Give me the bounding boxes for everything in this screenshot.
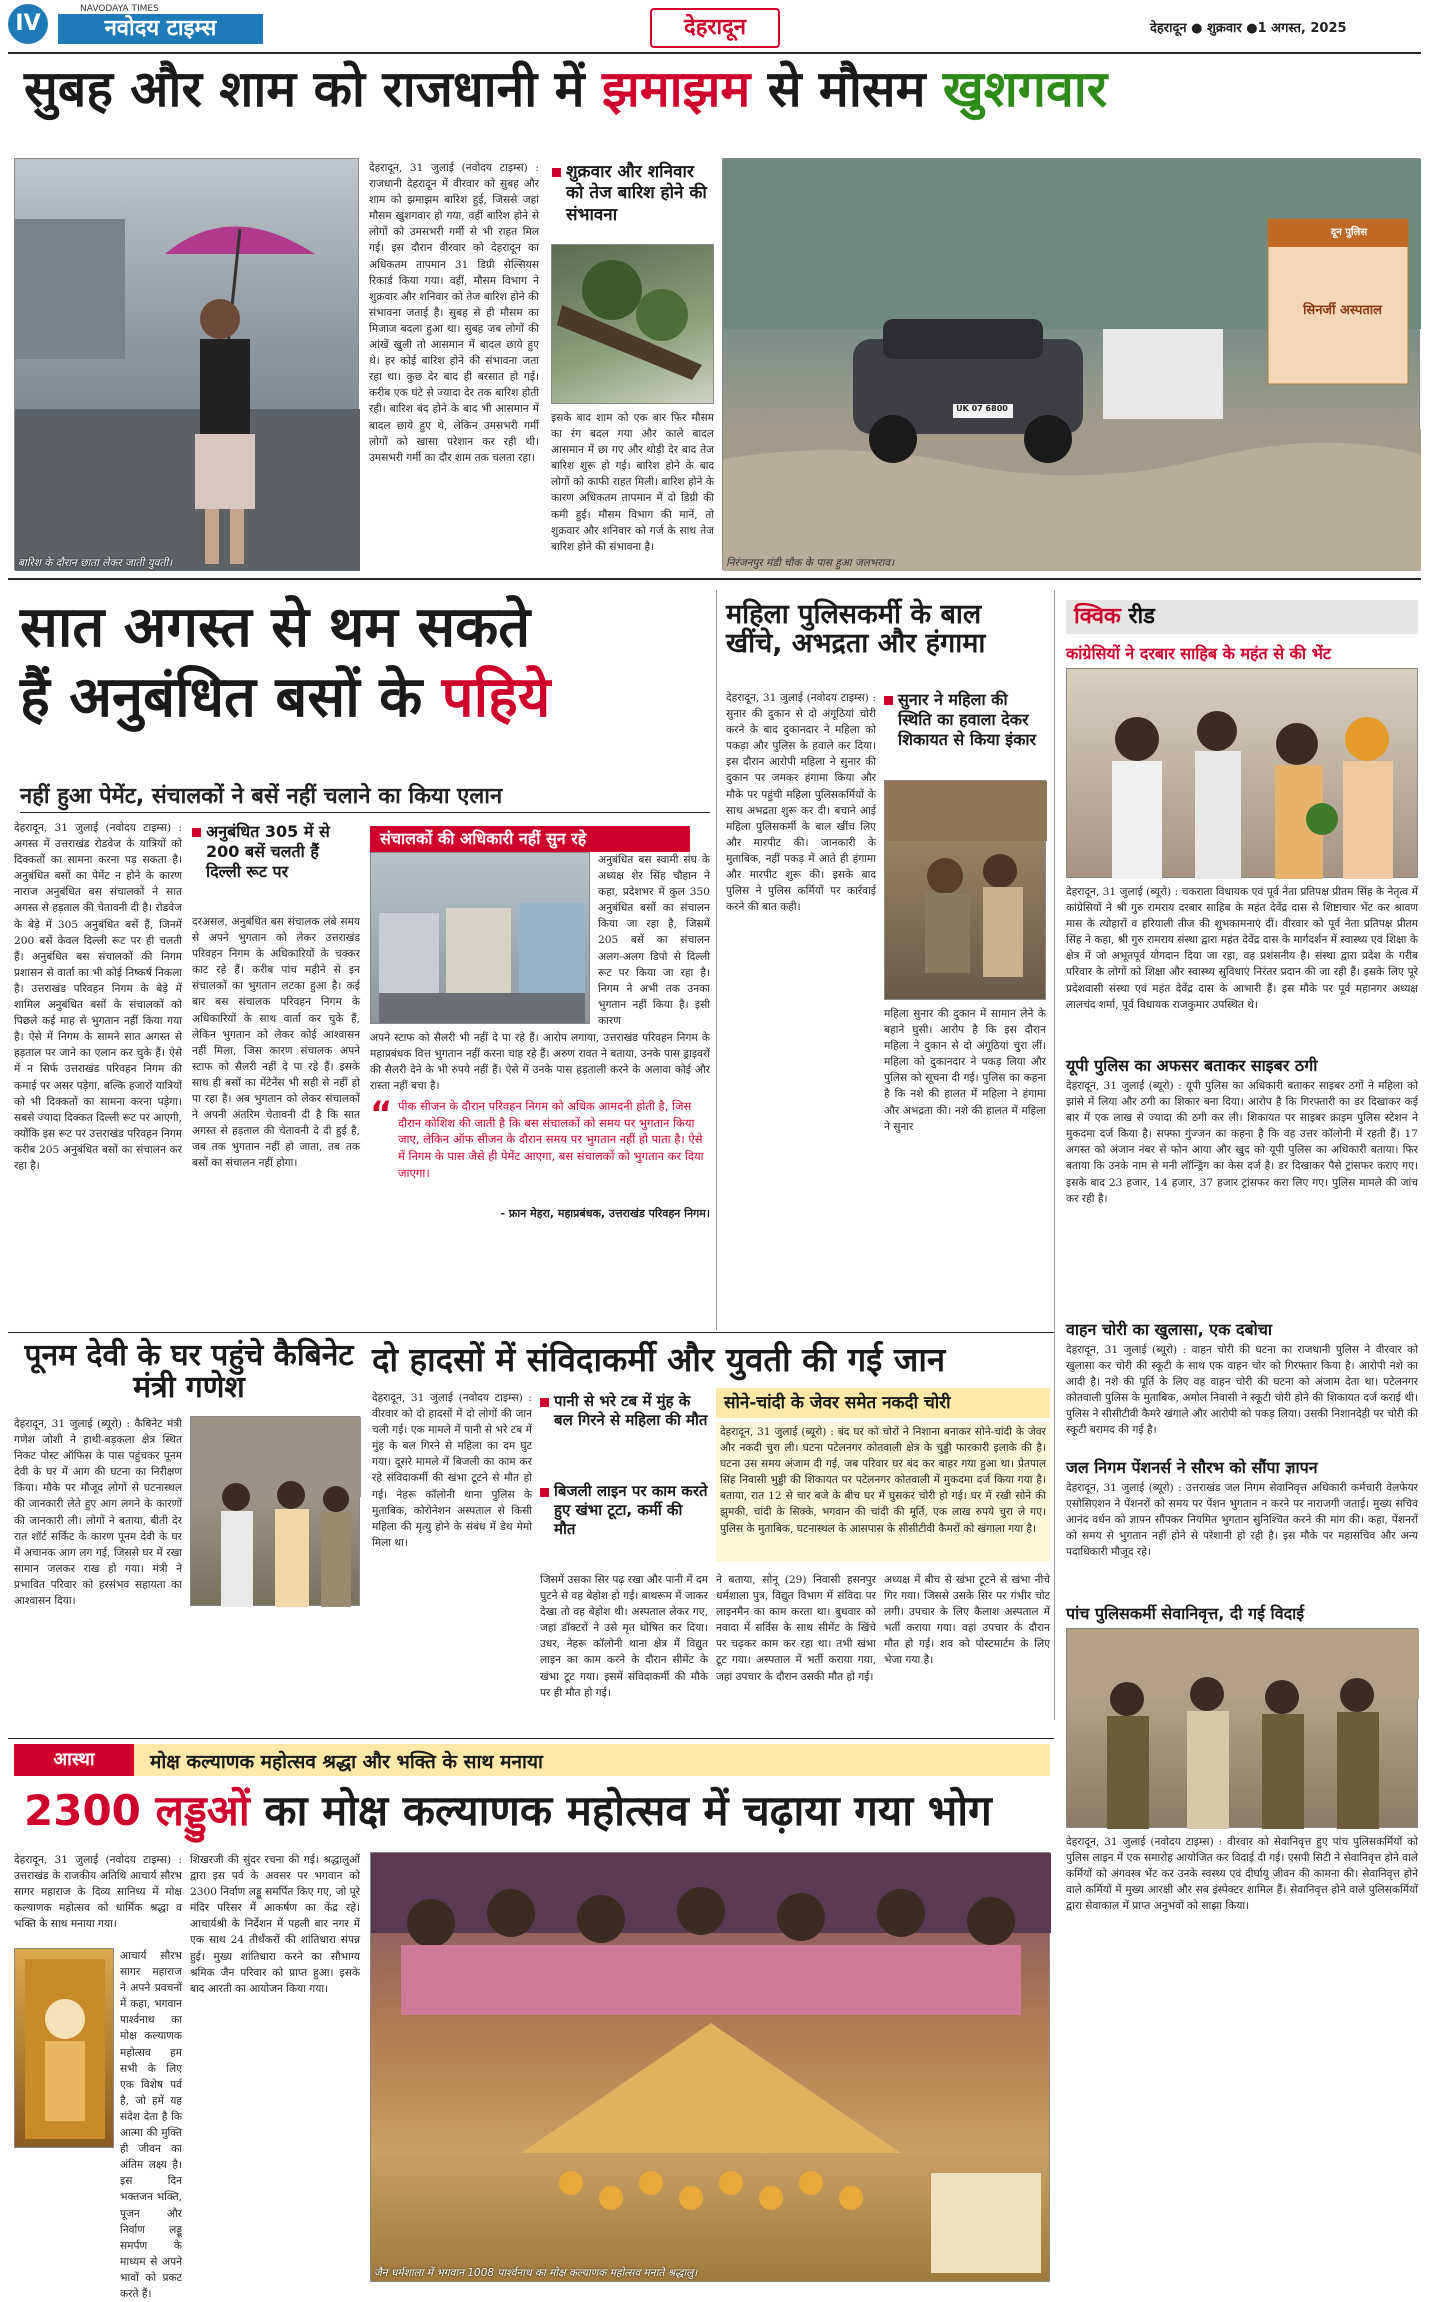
moksha-col-1b: आचार्य सौरभ सागर महाराज ने अपने प्रवचनों में कहा, भगवान पार्श्वनाथ का मोक्ष कल्याणक महोत्सव हम सभी के लिए एक विशेष पर्व है, जो हमें यह संदेश देता है कि आत्मा की मुक्ति ही जीवन का अंतिम लक्ष्य है। इस दिन भक्तजन भक्ति, पूजन और निर्वाण लड्डू समर्पण के माध्यम से अपने भावों को प्रकट करते हैं। — [120, 1950, 182, 2300]
quick-body-2: देहरादून, 31 जुलाई (ब्यूरो) : यूपी पुलिस का अधिकारी बताकर साइबर ठगों ने महिला को झांसे में लिया और ठगी का शिकार बना दिया। आरोप है कि गिरफ्तारी का डर दिखाकर कई बार में एक लाख से ज्यादा की ठगी कर ली। शिकायत पर साइबर क्राइम पुलिस स्टेशन ने मुकदमा दर्ज किया है। सफ्फा गुंज्जन का कहना है कि वह उत्तर कॉलोनी में रहती हैं। 17 अगस्त को अंजान नंबर से फोन आया और खुद को यूपी पुलिस का अधिकारी बताया। फिर बताया कि उनके नाम से मनी लॉन्ड्रिंग का केस दर्ज है। डर दिखाकर पैसे ट्रांसफर कराए गए। इसके बाद 23 हजार, 14 हजार, 37 हजार ट्रांसफर करा लिए गए। पुलिस मामले की जांच कर रही है। — [1066, 1080, 1418, 1205]
accident-col-1: देहरादून, 31 जुलाई (नवोदय टाइम्स) : वीरवार को दो हादसों में दो लोगों की जान चली गई। एक मामले में पानी से भरे टब में मुंह के बल गिरने से महिला का दम घुट गया। दूसरे मामले में बिजली का काम कर रहे संविदाकर्मी की खंभा टूटने से मौत हो गई। नेहरू कॉलोनी थाना पुलिस के मुताबिक, कोरोनेशन अस्पताल से किसी महिला की मृत्यु होने के संबंध में डेथ मेमो मिला था। — [372, 1392, 532, 1549]
theft-body: देहरादून, 31 जुलाई (ब्यूरो) : बंद घर को चोरों ने निशाना बनाकर सोने-चांदी के जेवर और नकदी चुरा ली। घटना पटेलनगर कोतवाली क्षेत्र के चुड्डी फारकारी इलाके की है। घटना उस समय अंजाम दी गई, जब परिवार घर बंद कर बाहर गया हुआ था। प्रेतपाल सिंह निवासी भुड्डी की शिकायत पर पटेलनगर कोतवाली में मुकदमा दर्ज किया गया है। बताया, रात 12 से चार बजे के बीच घर में घुसकर चोरी हो गई। घर में रखी सोने की झुमकी, चांदी के सिक्के, भगवान की चांदी की मूर्ति, एक लाख रुपये चुरा ले गए। पुलिस के मुताबिक, घटनास्थल के आसपास के सीसीटीवी कैमरों को खंगाला गया है। — [716, 1422, 1050, 1562]
theft-headline: सोने-चांदी के जेवर समेत नकदी चोरी — [716, 1388, 1050, 1418]
bus-col-1: देहरादून, 31 जुलाई (नवोदय टाइम्स) : अगस्त में उत्तराखंड रोडवेज के यात्रियों को दिक्कतों का सामना करना पड़ सकता है। अनुबंधित बसों का पेमेंट न होने के कारण नाराज अनुबंधित बस संचालकों ने सात अगस्त से हड़ताल की चेतावनी दी है। रोडवेज के बेड़े में 305 अनुबंधित बसें हैं, जिनमें 200 बसें केवल दिल्ली रूट पर ही चलती हैं। अनुबंधित बस संचालकों की निगम प्रशासन से वार्ता का भी कोई निष्कर्ष निकला है। उत्तराखंड परिवहन निगम के बेड़े में शामिल अनुबंधित बसों के संचालकों को पिछले कई माह से भुगतान नहीं किया गया है। ऐसे में निगम के सामने सात अगस्त से हड़ताल पर जाने का एलान कर चुके हैं। ऐसे में न सिर्फ उत्तराखंड परिवहन निगम की कमाई पर असर पड़ेगा, बल्कि हजारों यात्रियों को भी दिक्कतों का सामना करना पड़ेगा। सबसे ज्यादा दिक्कत दिल्ली रूट पर आएगी, क्योंकि इस रूट पर उत्तराखंड परिवहन निगम करीब 205 अनुबंधित बसों का संचालन कर रहा है। — [14, 822, 182, 1172]
umbrella-girl-illustration — [15, 159, 360, 571]
laddu-offering-photo — [370, 1852, 1050, 2282]
police-col-1: देहरादून, 31 जुलाई (नवोदय टाइम्स) : सुनार की दुकान से दो अंगूठियां चोरी करने के बाद दुकानदार ने महिला को पकड़ा और पुलिस के हवाले कर दिया। इस दौरान आरोपी महिला ने सुनार की दुकान पर जमकर हंगामा किया और मौके पर पहुंची महिला पुलिसकर्मियों के साथ अभद्रता शुरू कर दी। बचाने आई महिला पुलिसकर्मी के बाल खींच लिए और मारपीट की। जानकारी के मुताबिक, नहीं पकड़ में आते ही हंगामा और मारपीट शुरू की। इसके बाद पुलिस ने पुलिस कर्मियों पर कार्रवाई करने की बात कही। — [726, 692, 876, 914]
acharya-photo — [14, 1948, 114, 2148]
moksha-tag: आस्था — [14, 1744, 134, 1776]
weather-subhead: शुक्रवार और शनिवार को तेज बारिश होने की संभावना — [552, 162, 712, 226]
bus-col-3: अनुबंधित बस स्वामी संघ के अध्यक्ष शेर सिंह चौहान ने कहा, प्रदेशभर में कुल 350 अनुबंधित बसों का संचालन किया जा रहा है, जिसमें 205 बसें का संचालन अलग-अलग डिपो से दिल्ली रूट पर किया जा रहा है। निगम ने अभी तक उनका भुगतान नहीं किया है। इसी कारण — [598, 854, 710, 1027]
car-plate: UK 07 6800 — [956, 404, 1008, 413]
quick-read-label: क्विक रीड — [1066, 600, 1418, 634]
quick-head-1: कांग्रेसियों ने दरबार साहिब के महंत से की भेंट — [1066, 644, 1331, 663]
moksha-col-2-a: शिखरजी की सुंदर रचना की गई। श्रद्धालुओं द्वारा इस पर्व के अवसर पर भगवान को 2300 निर्वाण लड्डू समर्पित किए गए, जो पूरे मंदिर परिसर में आकर्षण का केंद्र रहे। — [190, 1854, 360, 1915]
moksha-col-1: देहरादून, 31 जुलाई (नवोदय टाइम्स) : उत्तराखंड के राजकीय अतिथि आचार्य सौरभ सागर महाराज के दिव्य सानिध्य में मोक्ष कल्याणक महोत्सव को धार्मिक श्रद्धा व भक्ति के साथ मनाया गया। — [14, 1854, 182, 1931]
police-headline: महिला पुलिसकर्मी के बाल खींचे, अभद्रता और हंगामा — [726, 599, 986, 660]
accident-col-2: जिसमें उसका सिर पढ़ रखा और पानी में दम घुटने से वह बेहोश हो गई। बाथरूम में जाकर देखा तो वह बेहोश थी। अस्पताल लेकर गए, जहां डॉक्टरों ने उसे मृत घोषित कर दिया। उधर, नेहरू कॉलोनी थाना क्षेत्र में विद्युत लाइन का काम करने के दौरान सीमेंट के खंभा टूट गया। इसमें संविदाकर्मी की मौके पर ही मौत हो गई। — [540, 1574, 708, 1699]
bus-headline-2: हैं अनुबंधित बसों के पहिये — [20, 665, 551, 730]
accident-side-1: पानी से भरे टब में मुंह के बल गिरने से महिला की मौत — [540, 1392, 708, 1430]
bus-quote: पीक सीजन के दौरान परिवहन निगम को अधिक आमदनी होती है, जिस दौरान कोशिश की जाती है कि बस संचालकों को समय पर भुगतान किया जाए, लेकिन ऑफ सीजन के दौरान समय पर भुगतान नहीं हो पाता है। ऐसे में निगम के पास जैसे ही पेमेंट आएगा, बस संचालकों को भुगतान कर दिया जाएगा। — [398, 1099, 704, 1180]
moksha-col-2-b: आचार्यश्री के निर्देशन में पहली बार नगर में एक साथ 24 तीर्थंकरों की शांतिधारा संपन्न हुई। मुख्य शांतिधारा करने का सौभाग्य श्रमिक जैन परिवार को प्राप्त हुआ। इसके बाद आरती का आयोजन किया गया। — [190, 1918, 360, 1995]
bus-sidehead: अनुबंधित 305 में से 200 बसें चलती हैं दिल्ली रूट पर — [192, 822, 352, 882]
poonam-headline: पूनम देवी के घर पहुंचे कैबिनेट मंत्री गणेश — [24, 1338, 354, 1406]
dateline: देहरादून ● शुक्रवार ●1 अगस्त, 2025 — [1150, 21, 1347, 36]
buses-photo — [370, 852, 590, 1024]
accident-col-3: ने बताया, सोनू (29) निवासी हसनपुर धर्मशाला पुत्र, विद्युत विभाग में संविदा पर लाइनमैन का काम करता था। बुधवार को नवादा में सर्विस के साथ सीमेंट के खिंचे पर चढ़कर काम कर रहा था। तभी खंभा टूट गया। अस्पताल में भर्ती कराया गया, जहां उपचार के दौरान उसकी मौत हो गई। — [716, 1574, 876, 1683]
quick-body-3: देहरादून, 31 जुलाई (ब्यूरो) : वाहन चोरी की घटना का राजधानी पुलिस ने वीरवार को खुलासा कर चोरी की स्कूटी के साथ एक वाहन चोर को गिरफ्तार किया है। आरोपी नशे का आदी है। नशे की पूर्ति के लिए वह वाहन चोरी की घटना को अंजाम देता था। पटेलनगर कोतवाली पुलिस के मुताबिक, अमोल निवासी ने स्कूटी चोरी होने की शिकायत दर्ज कराई थी। पुलिस ने सीसीटीवी कैमरे खंगाले और आरोपी को पकड़ लिया। उसकी निशानदेही पर चोरी की स्कूटी बरामद की गई है। — [1066, 1344, 1418, 1437]
umbrella-girl-photo — [14, 158, 359, 570]
fallen-tree-photo — [551, 244, 714, 404]
weather-col-2: इसके बाद शाम को एक बार फिर मौसम का रंग बदल गया और काले बादल आसमान में छा गए और थोड़ी देर बाद तेज बारिश शुरू हो गई। बारिश होने के बाद लोगों को काफी राहत मिली। बारिश होने के कारण अधिकतम तापमान में दो डिग्री की कमी हुई। मौसम विभाग की मानें, तो शुक्रवार और शनिवार को गर्ज के साथ तेज बारिश होने की संभावना है। — [551, 412, 714, 553]
quick-head-5: पांच पुलिसकर्मी सेवानिवृत्त, दी गई विदाई — [1066, 1604, 1305, 1623]
scuffle-photo — [884, 780, 1046, 1000]
bus-headline-1: सात अगस्त से थम सकते — [20, 595, 531, 660]
bus-subhead: नहीं हुआ पेमेंट, संचालकों ने बसें नहीं चलाने का किया एलान — [20, 784, 503, 809]
weather-col-1: देहरादून, 31 जुलाई (नवोदय टाइम्स) : राजधानी देहरादून में वीरवार को सुबह और शाम को झमाझम बारिश हुई, जिससे जहां मौसम खुशगवार हो गया, वहीं बारिश होने से लोगों को उमसभरी गर्मी से भी राहत मिल गई। इस दौरान वीरवार को देहरादून का अधिकतम तापमान 31 डिग्री सेल्सियस रिकार्ड किया गया। वहीं, मौसम विभाग ने शुक्रवार और शनिवार को तेज बारिश होने की संभावना जताई है। सुबह से ही मौसम का मिजाज बदला हुआ था। सुबह जब लोगों की आंखें खुली तो आसमान में बादल छाये हुए थे। हर कोई बारिश होने की संभावना जता रहा था। कुछ देर बाद ही बरसात हो गई। करीब एक घंटे से ज्यादा देर तक बारिश होती रही। बारिश बंद होने के बाद भी आसमान में बादल छाये हुए थे, लेकिन उमसभरी गर्मी लोगों को खासा परेशान कर रही थी। उमसभरी गर्मी का दौर शाम तक चलता रहा। — [369, 162, 539, 464]
accident-side-2: बिजली लाइन पर काम करते हुए खंभा टूटा, कर्मी की मौत — [540, 1482, 708, 1538]
quote-mark: “ — [370, 1094, 393, 1134]
caption-waterlog: निरंजनपुर मंडी चौक के पास हुआ जलभराव। — [726, 557, 895, 569]
moksha-headline: 2300 लड्डुओं का मोक्ष कल्याणक महोत्सव में चढ़ाया गया भोग — [24, 1786, 992, 1835]
police-col-3: महिला सुनार की दुकान में सामान लेने के बहाने घुसी। आरोप है कि इस दौरान महिला ने दुकान से दो अंगूठियां चुरा लीं। महिला को दुकानदार ने पकड़ लिया और पुलिस को सूचना दी गई। पुलिस का कहना है कि नशे की हालत में महिला ने हंगामा और अभद्रता की। नशे की हालत में महिला ने सुनार — [884, 1008, 1046, 1133]
quick-body-4: देहरादून, 31 जुलाई (ब्यूरो) : उत्तराखंड जल निगम सेवानिवृत्त अधिकारी कर्मचारी वेलफेयर एसोसिएशन ने पेंशनरों को समय पर पेंशन भुगतान न करने पर नाराजगी जताई। मुख्य सचिव आनंद वर्धन को ज्ञापन सौंपकर नियमित भुगतान सुनिश्चित करने की मांग की। कहा, पेंशनरों को समय से भुगतान नहीं होने से परेशानी हो रही है। इस मौके पर महासचिव और अन्य पदाधिकारी मौजूद रहे। — [1066, 1482, 1418, 1559]
city-label: देहरादून — [650, 8, 780, 48]
quick-body-5: देहरादून, 31 जुलाई (नवोदय टाइम्स) : वीरवार को सेवानिवृत्त हुए पांच पुलिसकर्मियों को पुलिस लाइन में एक समारोह आयोजित कर विदाई दी गई। एसपी सिटी ने सेवानिवृत्त होने वाले कर्मियों को अंगवस्त्र भेंट कर उनके स्वस्थ्य एवं दीर्घायु जीवन की कामना की। सेवानिवृत्त होने वाले कर्मियों में मुख्य आरक्षी और सब इंस्पेक्टर शामिल हैं। सेवानिवृत्त होने वाले पुलिसकर्मियों द्वारा सेवाकाल में प्राप्त अनुभवों को साझा किया। — [1066, 1836, 1418, 1913]
weather-headline: सुबह और शाम को राजधानी में झमाझम से मौसम खुशगवार — [24, 60, 1108, 118]
brand-masthead: नवोदय टाइम्स — [58, 14, 263, 44]
moksha-col-2 — [190, 1852, 360, 2290]
moksha-col-1c — [14, 2152, 182, 2290]
bus-photo-banner: संचालकों की अधिकारी नहीं सुन रहे — [370, 826, 690, 852]
sign-police: दून पुलिस — [1330, 227, 1368, 238]
moksha-caption: जैन धर्मशाला में भगवान 1008 पार्श्वनाथ का मोक्ष कल्याणक महोत्सव मनाते श्रद्धालु। — [374, 2267, 698, 2279]
page-number: IV — [8, 4, 48, 44]
bus-col-3b: अपने स्टाफ को सैलरी भी नहीं दे पा रहे हैं। आरोप लगाया, उत्तराखंड परिवहन निगम के महाप्रबंधक वित्त भुगतान नहीं करना चाह रहे हैं। अरुण रावत ने बताया, उनके पास ड्राइवरों की सैलरी देने के भी रुपये नहीं हैं। ऐसे में उनके पास हड़ताली करने के अलावा कोई और रास्ता नहीं बचा है। — [370, 1032, 710, 1093]
sign-hospital: सिनर्जी अस्पताल — [1303, 303, 1382, 318]
poonam-col-1: देहरादून, 31 जुलाई (ब्यूरो) : कैबिनेट मंत्री गणेश जोशी ने हाथी-बड़कला क्षेत्र स्थित निकट पोस्ट ऑफिस के पास पहुंचकर पूनम देवी के घर में आग की घटना का निरीक्षण किया। मौके पर मौजूद लोगों से घटनास्थल की जानकारी लेते हुए आग लगने के कारणों की जानकारी ली। लोगों ने बताया, बीती देर रात शॉर्ट सर्किट के कारण पूनम देवी के घर में अचानक आग लग गई, जिससे घर में रखा सामान जलकर राख हो गया। मंत्री ने प्रभावित परिवार को हरसंभव सहायता का आश्वासन दिया। — [14, 1418, 182, 1608]
congress-meet-photo — [1066, 668, 1418, 878]
quick-head-3: वाहन चोरी का खुलासा, एक दबोचा — [1066, 1320, 1273, 1339]
brand-small: NAVODAYA TIMES — [80, 4, 159, 14]
moksha-kicker: मोक्ष कल्याणक महोत्सव श्रद्धा और भक्ति के साथ मनाया — [150, 1751, 543, 1773]
poonam-col-2 — [190, 1612, 360, 1732]
accident-headline: दो हादसों में संविदाकर्मी और युवती की गई जान — [372, 1340, 946, 1379]
minister-visit-photo — [190, 1416, 360, 1606]
police-farewell-photo — [1066, 1628, 1418, 1828]
quick-body-1: देहरादून, 31 जुलाई (ब्यूरो) : चकराता विधायक एवं पूर्व नेता प्रतिपक्ष प्रीतम सिंह के नेतृत्व में कांग्रेसियों ने श्री गुरु रामराय दरबार साहिब के महंत देवेंद्र दास से शिष्टाचार भेंट कर श्रावण मास के त्योहारों व हरियाली तीज की शुभकामनाएं दीं। वीरवार को पूर्व नेता प्रतिपक्ष प्रीतम सिंह ने कहा, श्री गुरु रामराय संस्था द्वारा महंत देवेंद्र दास के मार्गदर्शन में स्वास्थ्य एवं शिक्षा के क्षेत्र में जो अभूतपूर्व योगदान दिया जा रहा, वह प्रशंसनीय है। संस्था द्वारा प्रदेश के गरीब परिवार के लोगों को शिक्षा और स्वास्थ्य सुविधाएं निरंतर प्रदान की जा रही हैं। इसके लिए पूरे प्रदेशवासी संस्था एवं महंत देवेंद्र दास के आभारी हैं। इस मौके पर पूर्व महानगर अध्यक्ष लालचंद शर्मा, पूर्व विधायक राजकुमार उपस्थित थे। — [1066, 886, 1418, 1011]
accident-col-4: अध्यक्ष में बीच से खंभा टूटने से खंभा नीचे गिर गया। जिससे उसके सिर पर गंभीर चोट लगी। उपचार के लिए कैलाश अस्पताल में भर्ती कराया गया। वहां उपचार के दौरान मौत हो गई। शव को पोस्टमार्टम के लिए भेजा गया है। — [884, 1574, 1050, 1667]
bus-quote-by: - फ्रान मेहरा, महाप्रबंधक, उत्तराखंड परिवहन निगम। — [500, 1207, 710, 1220]
quick-head-2: यूपी पुलिस का अफसर बताकर साइबर ठगी — [1066, 1056, 1318, 1075]
caption-umbrella: बारिश के दौरान छाता लेकर जाती युवती। — [18, 557, 173, 569]
quick-head-4: जल निगम पेंशनर्स ने सौरभ को सौंपा ज्ञापन — [1066, 1458, 1318, 1477]
police-sidehead: सुनार ने महिला की स्थिति का हवाला देकर शिकायत से किया इंकार — [884, 690, 1044, 750]
waterlogging-photo — [722, 158, 1420, 570]
bus-col-2: दरअसल, अनुबंधित बस संचालक लंबे समय से अपने भुगतान को लेकर उत्तराखंड परिवहन निगम के अधिकारियों के चक्कर काट रहे हैं। करीब पांच महीने से इन संचालकों का भुगतान लटका हुआ है। कई बार बस संचालक परिवहन निगम के अधिकारियों के साथ वार्ता कर चुके हैं, लेकिन भुगतान को लेकर कोई आश्वासन नहीं मिला, जिस कारण संचालक अपने स्टाफ को सैलरी नहीं दे पा रहे हैं। इसके साथ ही बसों का मेंटेनेंस भी सही से नहीं हो पा रहा है। अब भुगतान को लेकर संचालकों ने अपनी अंतरिम चेतावनी दी है कि सात अगस्त से हड़ताल की चेतावनी दे दी हुई है, जब तक भुगतान नहीं हो जाता, तब तक बसों का संचालन नहीं होगा। — [192, 916, 360, 1170]
